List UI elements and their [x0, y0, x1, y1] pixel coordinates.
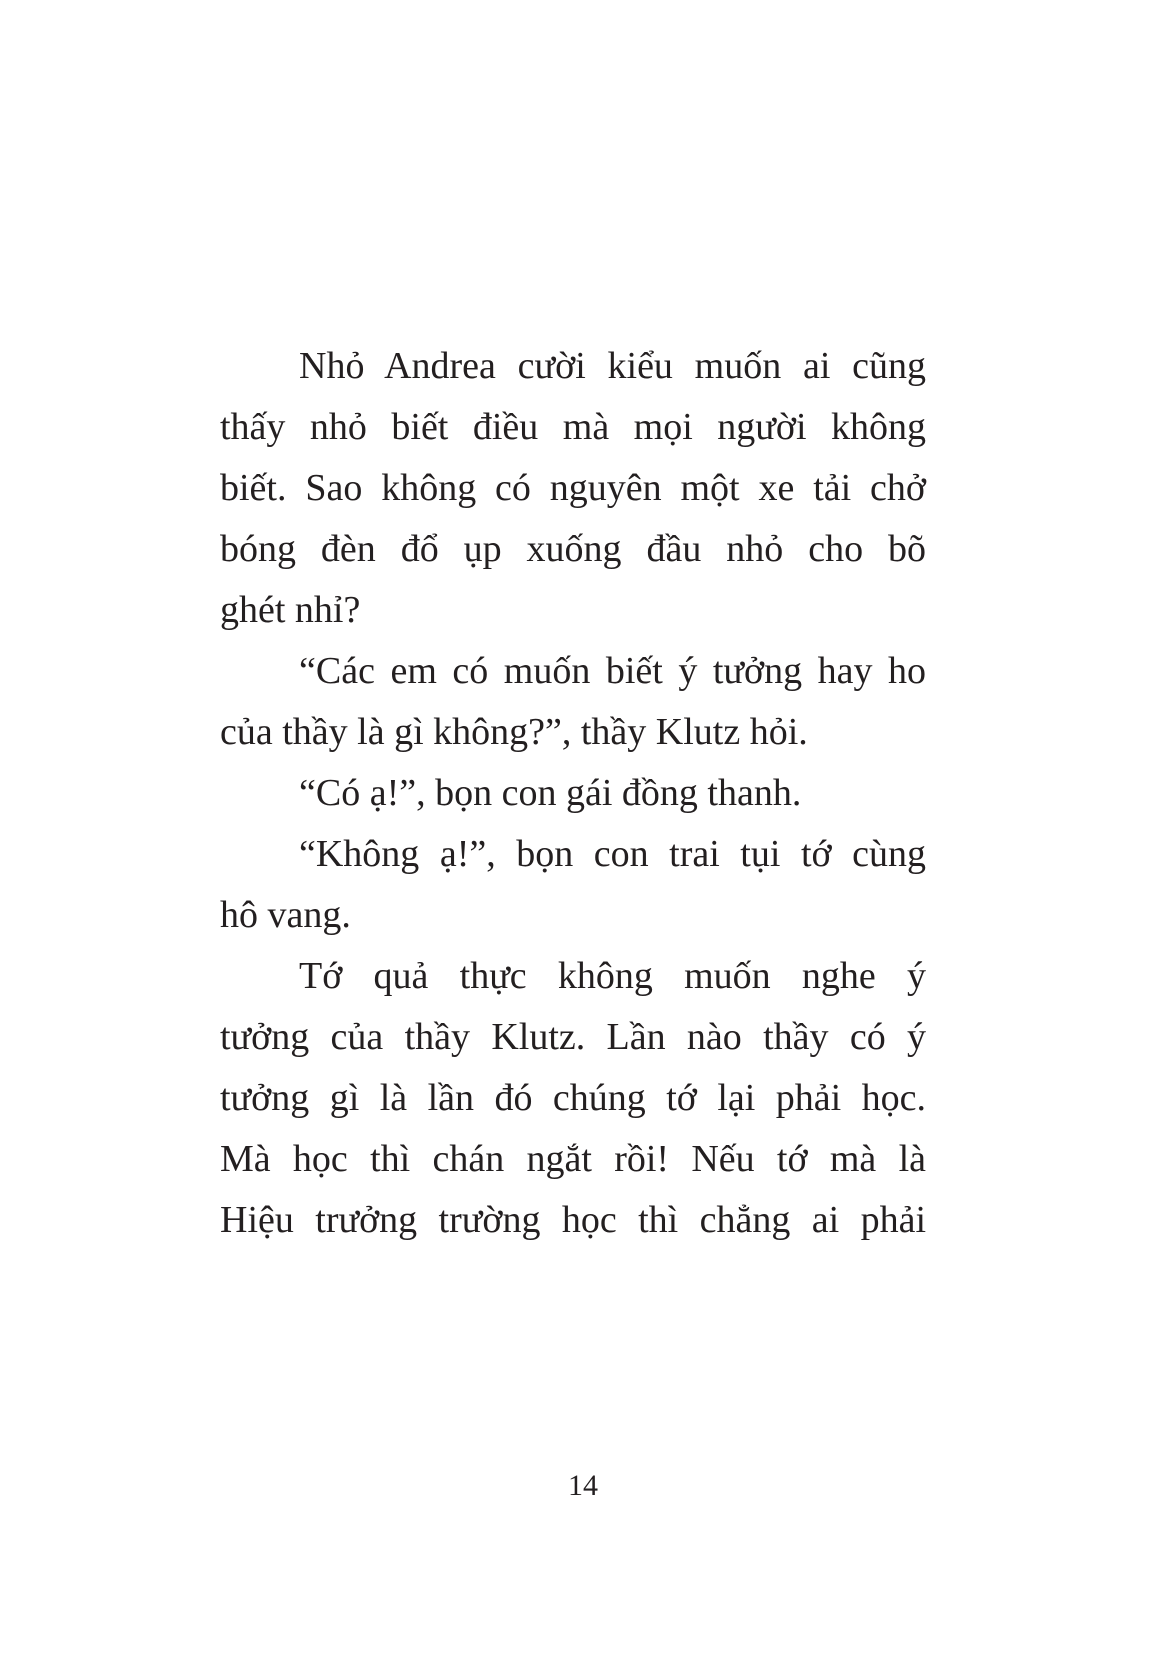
text-line: Mà học thì chán ngắt rồi! Nếu tớ mà là [220, 1138, 926, 1180]
text-line: ghét nhỉ? [220, 589, 361, 631]
page-number: 14 [568, 1469, 598, 1502]
text-line: “Không ạ!”, bọn con trai tụi tớ cùng [299, 833, 926, 875]
text-line: tưởng gì là lần đó chúng tớ lại phải học. [220, 1077, 926, 1119]
text-line: của thầy là gì không?”, thầy Klutz hỏi. [220, 711, 808, 753]
body-text [220, 336, 926, 1251]
text-line: Tớ quả thực không muốn nghe ý [299, 955, 926, 997]
text-line: hô vang. [220, 894, 351, 936]
text-line: “Các em có muốn biết ý tưởng hay ho [299, 650, 926, 692]
text-line: bóng đèn đổ ụp xuống đầu nhỏ cho bõ [220, 528, 926, 570]
text-line: thấy nhỏ biết điều mà mọi người không [220, 406, 926, 448]
text-line: Hiệu trưởng trường học thì chẳng ai phải [220, 1199, 926, 1241]
text-line: tưởng của thầy Klutz. Lần nào thầy có ý [220, 1016, 926, 1058]
text-line: Nhỏ Andrea cười kiểu muốn ai cũng [299, 345, 926, 387]
text-line: “Có ạ!”, bọn con gái đồng thanh. [299, 772, 802, 814]
text-line: biết. Sao không có nguyên một xe tải chở [220, 467, 926, 509]
